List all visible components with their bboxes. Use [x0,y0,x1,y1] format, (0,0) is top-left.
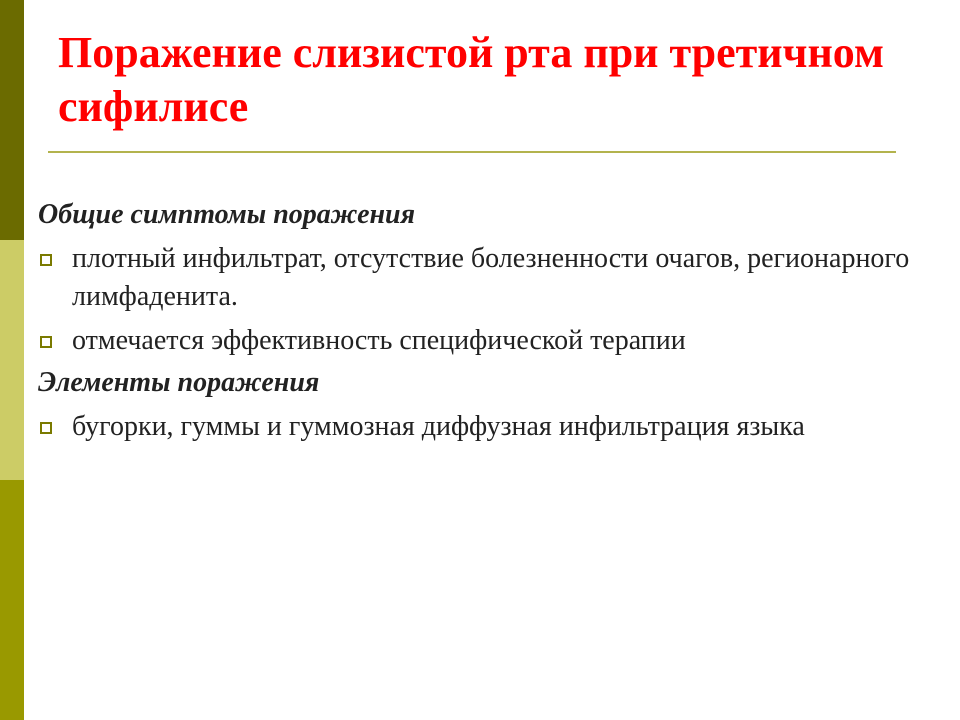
bullet-item [38,240,918,316]
slide-title: Поражение слизистой рта при третичном сифилисе [58,28,884,131]
bullet-item [38,408,918,446]
bullet-text: бугорки, гуммы и гуммозная диффузная инфильтрация языка [72,411,805,442]
title-divider [48,151,896,153]
square-bullet-icon [40,422,52,434]
square-bullet-icon [40,336,52,348]
bullet-text: плотный инфильтрат, отсутствие болезненности очагов, регионарного лимфаденита. [72,243,910,312]
bullet-item [38,322,918,360]
sidebar-bottom-segment [0,480,24,720]
square-bullet-icon [40,254,52,266]
section-heading-elements: Элементы поражения [38,367,320,398]
section-heading-symptoms: Общие симптомы поражения [38,199,416,230]
sidebar-top-segment [0,0,24,240]
bullet-text: отмечается эффективность специфической терапии [72,325,686,356]
sidebar-middle-segment [0,240,24,480]
slide-content [38,196,918,450]
